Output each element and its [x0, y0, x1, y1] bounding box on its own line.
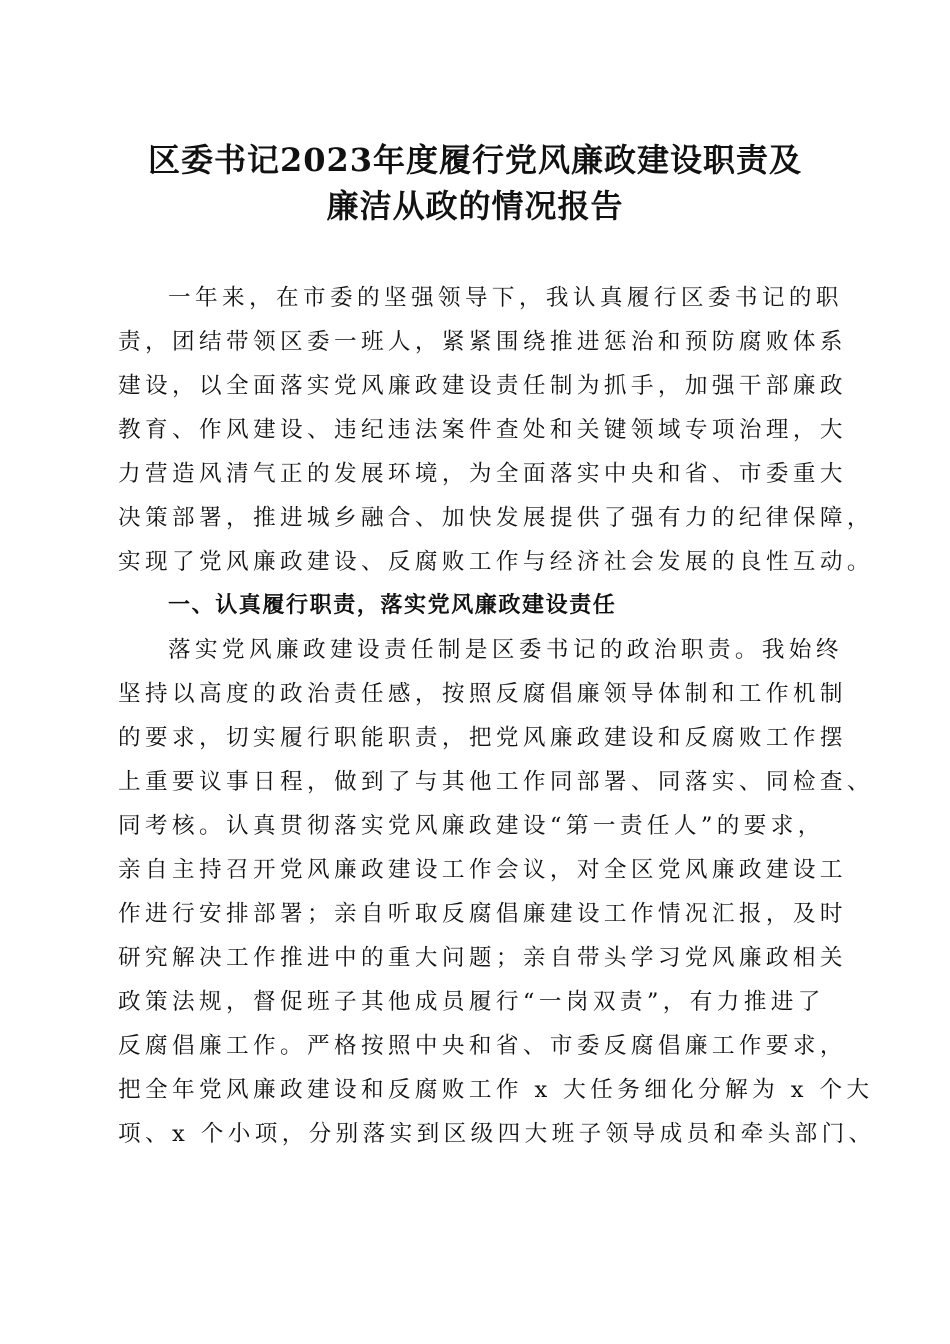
- paragraph-line: 反腐倡廉工作。严格按照中央和省、市委反腐倡廉工作要求，: [118, 1033, 847, 1059]
- paragraph-line: 落实党风廉政建设责任制是区委书记的政治职责。我始终: [168, 637, 843, 663]
- paragraph-line: 坚持以高度的政治责任感，按照反腐倡廉领导体制和工作机制: [118, 681, 847, 707]
- paragraph-line: 实现了党风廉政建设、反腐败工作与经济社会发展的良性互动。: [118, 549, 874, 575]
- paragraph-line: 的要求，切实履行职能职责，把党风廉政建设和反腐败工作摆: [118, 725, 847, 751]
- paragraph-line: 建设，以全面落实党风廉政建设责任制为抓手，加强干部廉政: [118, 373, 847, 399]
- paragraph-line: 研究解决工作推进中的重大问题；亲自带头学习党风廉政相关: [118, 945, 847, 971]
- paragraph-line: 责，团结带领区委一班人，紧紧围绕推进惩治和预防腐败体系: [118, 329, 847, 355]
- paragraph-line: 亲自主持召开党风廉政建设工作会议，对全区党风廉政建设工: [118, 857, 847, 883]
- paragraph-line: 项、x 个小项，分别落实到区级四大班子领导成员和牵头部门、: [118, 1121, 876, 1147]
- paragraph-line: 同考核。认真贯彻落实党风廉政建设“第一责任人”的要求，: [118, 813, 825, 839]
- paragraph-line: 教育、作风建设、违纪违法案件查处和关键领域专项治理，大: [118, 417, 847, 443]
- paragraph-line: 政策法规，督促班子其他成员履行“一岗双责”，有力推进了: [118, 989, 825, 1015]
- paragraph-line: 把全年党风廉政建设和反腐败工作 x 大任务细化分解为 x 个大: [118, 1077, 874, 1103]
- paragraph-line: 作进行安排部署；亲自听取反腐倡廉建设工作情况汇报，及时: [118, 901, 847, 927]
- paragraph-line: 上重要议事日程，做到了与其他工作同部署、同落实、同检查、: [118, 769, 874, 795]
- paragraph-line: 一年来，在市委的坚强领导下，我认真履行区委书记的职: [168, 285, 843, 311]
- section-heading-1: 一、认真履行职责，落实党风廉政建设责任: [168, 593, 617, 618]
- paragraph-line: 决策部署，推进城乡融合、加快发展提供了强有力的纪律保障，: [118, 505, 874, 531]
- document-title-line-2: 廉洁从政的情况报告: [326, 187, 624, 225]
- paragraph-line: 力营造风清气正的发展环境，为全面落实中央和省、市委重大: [118, 461, 847, 487]
- document-title-line-1: 区委书记2023年度履行党风廉政建设职责及: [147, 141, 803, 179]
